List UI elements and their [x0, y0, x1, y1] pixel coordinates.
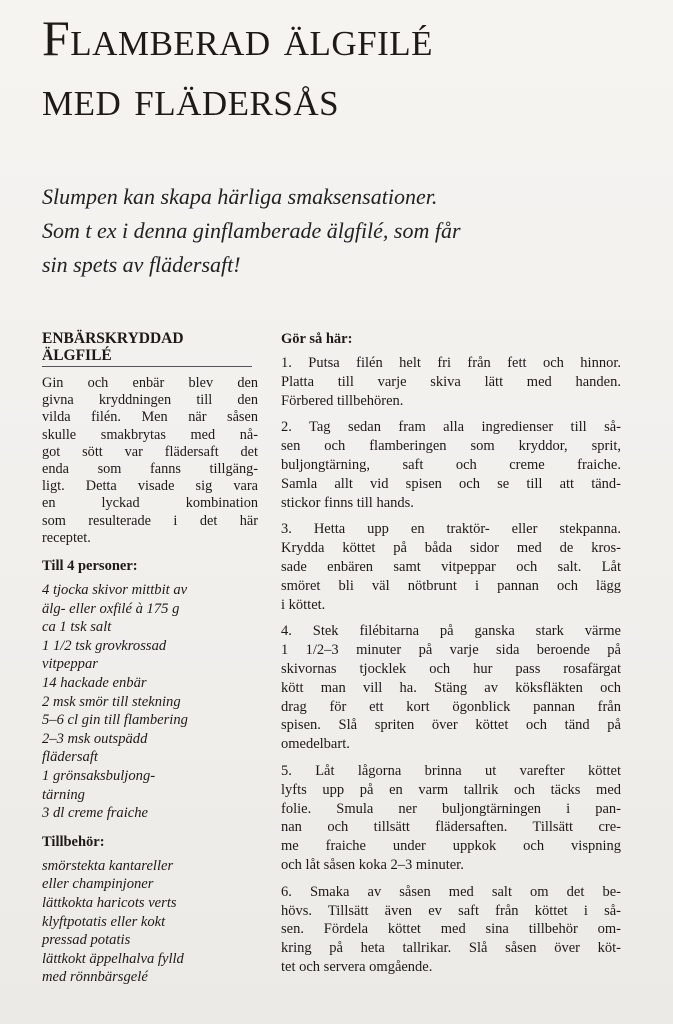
- step-line: omedelbart.: [281, 736, 350, 753]
- step-line: hövs. Tillsätt även ev saft från köttet i så-: [281, 902, 621, 919]
- intro-line: Slumpen kan skapa härliga smaksensationer.: [42, 184, 438, 209]
- step-line: kring på heta tallrikar. Slå såsen över köt-: [281, 940, 621, 957]
- step-line: spisen. Slå spriten över köttet och tänd på: [281, 717, 621, 734]
- step-line: kött man vill ha. Stäng av köksfläkten och: [281, 679, 621, 696]
- accessory-item: lättkokta haricots verts: [42, 894, 177, 911]
- method-step: [281, 418, 621, 512]
- step-line: folie. Smula ner buljongtärningen i pan-: [281, 800, 621, 817]
- step-line: Förbered tillbehören.: [281, 392, 404, 409]
- step-line: 1 1/2–3 minuter på varje sida beroende på: [281, 642, 621, 659]
- ingredient-item: ca 1 tsk salt: [42, 619, 112, 636]
- accessory-item: klyftpotatis eller kokt: [42, 913, 166, 930]
- intro-line: sin spets av flädersaft!: [42, 252, 241, 277]
- ingredient-item: 14 hackade enbär: [42, 675, 147, 691]
- section-heading-line: ÄLGFILÉ: [42, 347, 112, 364]
- description-line: receptet.: [42, 529, 91, 546]
- step-line: sade enbären samt vitpeppar och salt. Låt: [281, 558, 621, 575]
- ingredient-item: 1 grönsaksbuljong-: [42, 767, 156, 784]
- method-step: [281, 883, 621, 977]
- ingredient-item: 5–6 cl gin till flambering: [42, 712, 188, 729]
- ingredient-item: 1 1/2 tsk grovkrossad: [42, 637, 167, 654]
- ingredient-item: 2 msk smör till stekning: [42, 693, 181, 710]
- left-column: [42, 330, 258, 987]
- step-line: tet och servera omgående.: [281, 958, 433, 975]
- description-line: Gin och enbär blev den: [42, 375, 258, 391]
- method-step: [281, 622, 621, 754]
- accessories-heading: Tillbehör:: [42, 833, 105, 850]
- accessory-item: med rönnbärsgelé: [42, 969, 148, 986]
- step-line: nan och tillsätt flädersaften. Tillsätt cre-: [281, 819, 621, 836]
- step-line: 3. Hetta upp en traktör- eller stekpanna.: [281, 521, 621, 538]
- step-line: 6. Smaka av såsen med salt om det be-: [281, 883, 621, 900]
- heading-divider: [42, 366, 252, 367]
- step-line: drag för ett kort ögonblick pannan från: [281, 698, 621, 715]
- title-line-1: Flamberad älgfilé: [42, 10, 434, 66]
- description-line: ligt. Detta visade sig vara: [42, 478, 258, 495]
- accessory-item: pressad potatis: [42, 932, 131, 949]
- right-column: [281, 330, 621, 985]
- step-line: 2. Tag sedan fram alla ingredienser till så-: [281, 419, 621, 436]
- step-line: i köttet.: [281, 596, 326, 613]
- step-line: smöret bli väl nötbrunt i pannan och lägg: [281, 577, 621, 594]
- step-line: Samla allt vid spisen och se till att tänd-: [281, 475, 621, 492]
- step-line: Krydda köttet på båda sidor med de kros-: [281, 540, 621, 557]
- ingredient-item: 3 dl creme fraiche: [42, 805, 149, 822]
- ingredient-item: 2–3 msk outspädd: [42, 730, 148, 747]
- method-heading: Gör så här:: [281, 331, 353, 347]
- step-line: sen. Fördela köttet med sina tillbehör om-: [281, 921, 621, 938]
- intro-text: [42, 180, 652, 282]
- step-line: och låt såsen koka 2–3 minuter.: [281, 856, 464, 873]
- method-step: [281, 354, 621, 410]
- description-line: skulle smakbrytas med nå-: [42, 426, 258, 443]
- step-line: 1. Putsa filén helt fri från fett och hinnor.: [281, 355, 621, 371]
- description-line: som resulterade i det här: [42, 512, 258, 529]
- step-line: lyfts upp på en varm tallrik och täcks med: [281, 781, 621, 798]
- step-line: Platta till varje skiva lätt med handen.: [281, 373, 621, 390]
- step-line: stickor finns till hands.: [281, 494, 414, 511]
- description-line: en lyckad kombination: [42, 495, 258, 512]
- ingredient-item: 4 tjocka skivor mittbit av: [42, 582, 188, 599]
- description-line: vilda filén. Men när såsen: [42, 409, 258, 426]
- step-line: me fraiche under uppkok och vispning: [281, 838, 621, 855]
- ingredient-list: [42, 581, 258, 823]
- step-line: 5. Låt lågorna brinna ut varefter köttet: [281, 762, 621, 779]
- method-step: [281, 762, 621, 875]
- step-line: skivornas tjocklek och hur pass rosafärgat: [281, 660, 621, 677]
- accessories-list: [42, 857, 258, 987]
- intro-line: Som t ex i denna ginflamberade älgfilé, som får: [42, 218, 461, 243]
- description-line: got sött var flädersaft det: [42, 443, 258, 460]
- ingredient-item: älg- eller oxfilé à 175 g: [42, 600, 180, 617]
- step-line: 4. Stek filébitarna på ganska stark värme: [281, 623, 621, 640]
- accessory-item: smörstekta kantareller: [42, 857, 174, 874]
- accessory-item: lättkokt äppelhalva fylld: [42, 950, 184, 967]
- title-line-2: med flädersås: [42, 70, 340, 126]
- ingredient-item: flädersaft: [42, 749, 98, 766]
- servings-heading: Till 4 personer:: [42, 558, 138, 575]
- description-line: enda som fanns tillgäng-: [42, 461, 258, 478]
- ingredient-item: tärning: [42, 786, 85, 803]
- section-heading-line: ENBÄRSKRYDDAD: [42, 330, 184, 347]
- recipe-title: [42, 8, 667, 128]
- accessory-item: eller champinjoner: [42, 876, 154, 893]
- step-line: buljongtärning, saft och creme fraiche.: [281, 456, 621, 473]
- step-line: sen och flamberingen som kryddor, sprit,: [281, 438, 621, 455]
- method-step: [281, 520, 621, 614]
- section-heading: [42, 330, 258, 364]
- description-paragraph: [42, 375, 258, 547]
- ingredient-item: vitpeppar: [42, 656, 98, 673]
- description-line: givna kryddningen till den: [42, 392, 258, 409]
